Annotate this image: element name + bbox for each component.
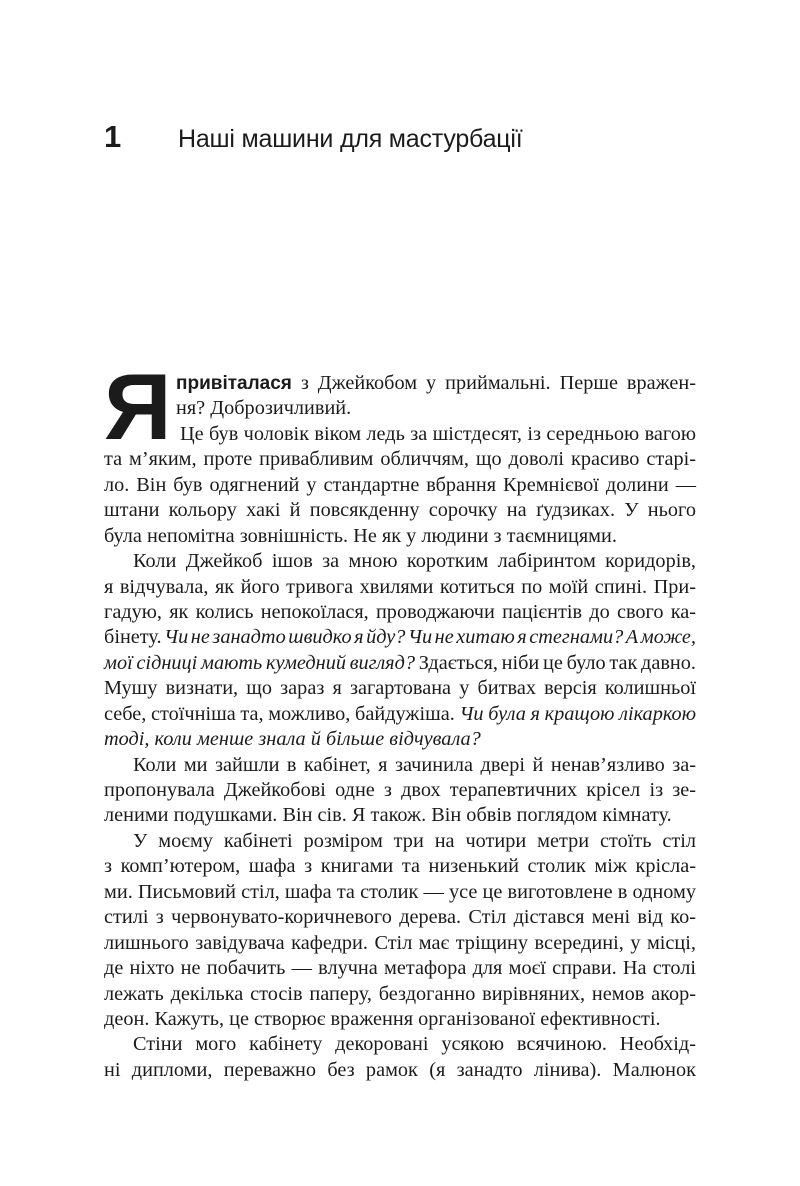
text-line [104,982,696,1007]
text-line [104,803,696,828]
text-run: Коли Джейкоб ішов за мною коротким лабіринтом коридорів, [133,550,696,573]
text-run: стилі з червонувато-коричневого дерева. Стіл дістався мені від ко- [104,906,696,929]
text-line [104,575,696,600]
text-run: бінету. [104,626,165,649]
text-line [104,676,696,701]
text-line [104,651,696,676]
drop-cap: Я [104,354,171,459]
text-run: я відчувала, як його тривога хвилями котиться по моїй спині. При- [104,575,696,598]
text-line [104,1032,696,1057]
text-line [104,778,696,803]
text-run: ні дипломи, переважно без рамок (я занадто лінива). Малюнок [104,1058,696,1081]
text-line [104,524,696,549]
text-run: Стіни мого кабінету декоровані усякою всячиною. Необхід- [133,1033,696,1056]
text-line [104,753,696,778]
body-text [104,354,696,1083]
text-line [104,1007,696,1032]
text-run: привіталася [176,373,292,394]
text-run: лежать декілька стосів паперу, бездоганно вирівняних, немов акор- [104,982,696,1005]
text-run: деон. Кажуть, це створює враження організованої ефективності. [104,1007,661,1030]
text-line [104,498,696,523]
body-lines [104,371,696,1083]
text-run: мої сідниці мають кумедний вигляд? [104,651,419,674]
chapter-title: Наші машини для мастурбації [178,125,523,153]
text-line [104,396,696,421]
text-line [104,447,696,472]
text-run: з Джейкобом у приймальні. Перше вражен- [291,372,696,394]
text-run: Коли ми зайшли в кабінет, я зачинила двері й ненав’язливо за- [133,753,696,776]
text-run: Чи не занадто швидко я йду? Чи не хитаю я стегнами? А може, [164,626,696,649]
text-line [104,854,696,879]
text-run: леними подушками. Він сів. Я також. Він обвів поглядом кімнату. [104,804,672,827]
text-line [104,473,696,498]
text-line [104,880,696,905]
text-run: ми. Письмовий стіл, шафа та столик — усе це виготовлене в одному [104,880,696,903]
text-line [104,625,696,650]
text-line [104,600,696,625]
text-run: де ніхто не побачить — влучна метафора для моєї справи. На столі [104,957,696,980]
text-line [104,422,696,447]
text-run: Мушу визнати, що зараз я загартована у битвах версія колишньої [104,677,696,700]
text-run: ло. Він був одягнений у стандартне вбрання Кремнієвої долини — [104,473,696,496]
text-line [104,829,696,854]
text-run: Це був чоловік віком ледь за шістдесят, із середньою вагою [180,422,696,445]
text-line [104,905,696,930]
chapter-header [104,120,523,154]
text-run: Чи була я кращою лікаркою [459,702,696,725]
text-line [104,371,696,396]
text-run: з комп’ютером, шафа з книгами та низенький столик між крісла- [104,855,696,878]
text-line [104,956,696,981]
text-run: штани кольору хакі й повсякденну сорочку на ґудзиках. У нього [104,499,696,522]
text-run: себе, стоїчніша та, можливо, байдужіша. [104,702,460,725]
text-run: Здається, ніби це було так давно. [418,651,696,674]
text-line [104,931,696,956]
text-line [104,549,696,574]
text-run: пропонувала Джейкобові одне з двох терапевтичних крісел із зе- [104,779,696,801]
text-line [104,702,696,727]
chapter-number: 1 [104,119,122,154]
text-line [104,727,696,752]
text-run: ня? Доброзичливий. [176,397,352,420]
text-line [104,1058,696,1083]
text-run: була непомітна зовнішність. Не як у людини з таємницями. [104,524,617,547]
text-run: та м’яким, проте привабливим обличчям, що доволі красиво старі- [104,448,696,471]
text-run: У моєму кабінеті розміром три на чотири метри стоїть стіл [133,829,696,852]
text-run: лишнього завідувача кафедри. Стіл має тріщину всередині, у місці, [104,931,696,954]
text-run: гадую, як колись непокоїлася, проводжаючи пацієнтів до свого ка- [104,600,696,623]
text-run: тоді, коли менше знала й більше відчувала? [104,728,481,751]
